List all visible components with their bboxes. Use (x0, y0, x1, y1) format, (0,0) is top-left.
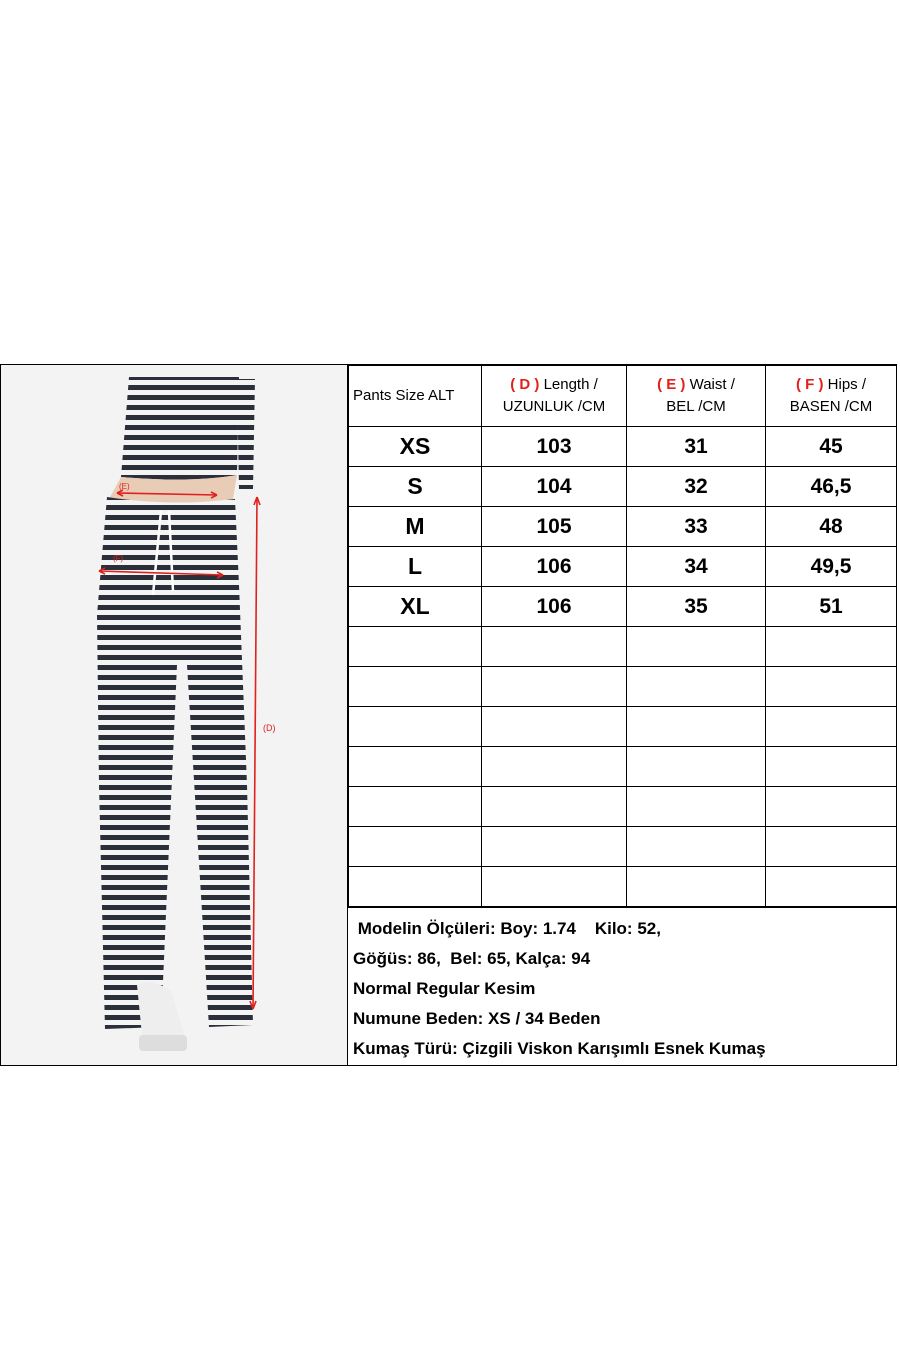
model-photo (1, 365, 348, 1065)
empty-row (349, 667, 897, 707)
header-length: ( D ) Length / UZUNLUK /CM (482, 366, 627, 427)
empty-row (349, 787, 897, 827)
note-sample-size: Numune Beden: XS / 34 Beden (353, 1009, 601, 1028)
note-body-measurements: Göğüs: 86, Bel: 65, Kalça: 94 (353, 949, 591, 968)
note-fabric: Kumaş Türü: Çizgili Viskon Karışımlı Esnek Kumaş (353, 1039, 766, 1058)
waist-code: ( E ) (657, 376, 686, 393)
size-table (348, 365, 897, 907)
empty-row (349, 747, 897, 787)
length-label: (D) (263, 723, 276, 733)
table-row: S 104 32 46,5 (349, 467, 897, 507)
length-line (253, 497, 257, 1009)
table-header-row (349, 366, 897, 427)
table-row: L 106 34 49,5 (349, 547, 897, 587)
pants (97, 497, 253, 1029)
empty-row (349, 827, 897, 867)
crop-top (121, 377, 239, 480)
model-notes (348, 907, 896, 1065)
size-table-area (348, 365, 896, 907)
waist-label: (E) (119, 482, 130, 491)
empty-row (349, 707, 897, 747)
note-model-measurements: Modelin Ölçüleri: Boy: 1.74 Kilo: 52, (353, 919, 661, 938)
hips-code: ( F ) (795, 376, 824, 393)
table-row: M 105 33 48 (349, 507, 897, 547)
table-row: XS 103 31 45 (349, 427, 897, 467)
size-chart-sheet (0, 364, 897, 1066)
header-size: Pants Size ALT (349, 366, 482, 427)
hips-label: (F) (113, 554, 124, 563)
header-waist: ( E ) Waist / BEL /CM (627, 366, 766, 427)
header-hips: ( F ) Hips / BASEN /CM (766, 366, 897, 427)
note-fit: Normal Regular Kesim (353, 979, 536, 998)
length-code: ( D ) (510, 376, 540, 393)
model-illustration (1, 365, 347, 1065)
arm (237, 379, 255, 489)
table-row: XL 106 35 51 (349, 587, 897, 627)
empty-row (349, 627, 897, 667)
sandal-sole (139, 1035, 187, 1051)
empty-row (349, 867, 897, 907)
